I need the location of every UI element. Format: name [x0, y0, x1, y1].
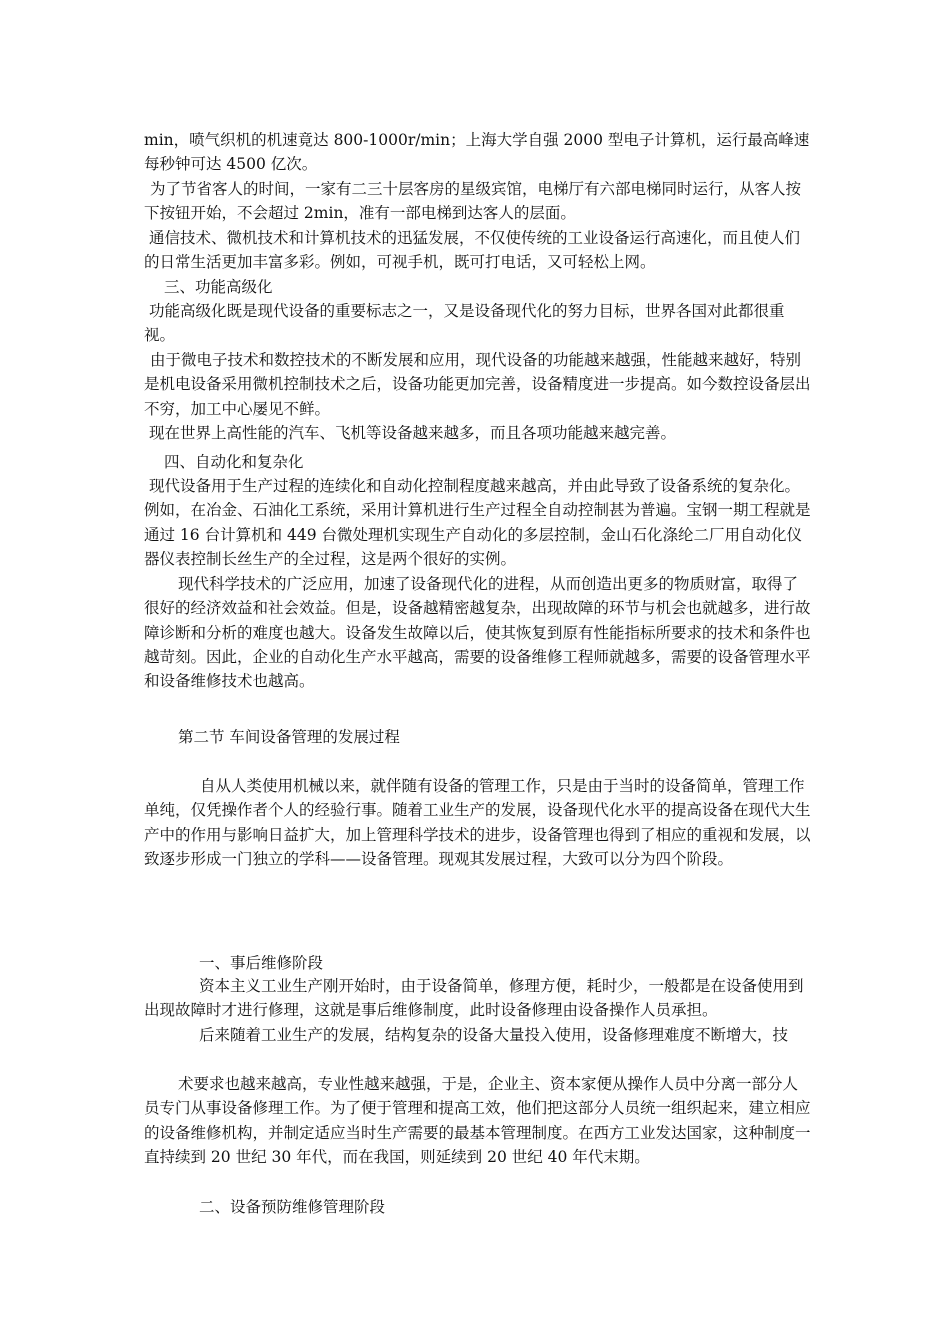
chapter-section-title: 第二节 车间设备管理的发展过程 — [178, 728, 400, 746]
paragraph: 现代科学技术的广泛应用，加速了设备现代化的进程，从而创造出更多的物质财富，取得了很好的经济效益和社会效益。但是，设备越精密越复杂，出现故障的环节与机会也就越多，进行故障诊断和分析的难度也越大。设备发生故障以后，使其恢复到原有性能指标所要求的技术和条件也越苛刻。因此，企业的自动化生产水平越高，需要的设备维修工程师就越多，需要的设备管理水平和设备维修技术也越高。 — [144, 575, 811, 691]
paragraph: 功能高级化既是现代设备的重要标志之一，又是设备现代化的努力目标，世界各国对此都很重视。 — [144, 302, 785, 345]
paragraph: 后来随着工业生产的发展，结构复杂的设备大量投入使用，设备修理难度不断增大，技 — [199, 1026, 789, 1044]
paragraph: 现在世界上高性能的汽车、飞机等设备越来越多，而且各项功能越来越完善。 — [149, 424, 677, 442]
paragraph: 现代设备用于生产过程的连续化和自动化控制程度越来越高，并由此导致了设备系统的复杂化。例如，在冶金、石油化工系统，采用计算机进行生产过程全自动控制甚为普遍。宝钢一期工程就是通过 16 台计算机和 449 台微处理机实现生产自动化的多层控制，金山石化涤纶二厂用自动化仪器仪表控制长丝生产的全过程，这是两个很好的实例。 — [144, 477, 811, 568]
section-heading: 二、设备预防维修管理阶段 — [199, 1198, 386, 1216]
paragraph: 为了节省客人的时间，一家有二三十层客房的星级宾馆，电梯厅有六部电梯同时运行，从客人按下按钮开始，不会超过 2min，准有一部电梯到达客人的层面。 — [144, 180, 802, 223]
paragraph: 通信技术、微机技术和计算机技术的迅猛发展，不仅使传统的工业设备运行高速化，而且使人们的日常生活更加丰富多彩。例如，可视手机，既可打电话，又可轻松上网。 — [144, 229, 801, 272]
paragraph: min，喷气织机的机速竟达 800-1000r/min；上海大学自强 2000 型电子计算机，运行最高峰速每秒钟可达 4500 亿次。 — [144, 131, 810, 174]
paragraph: 资本主义工业生产刚开始时，由于设备简单，修理方便，耗时少，一般都是在设备使用到出现故障时才进行修理，这就是事后维修制度，此时设备修理由设备操作人员承担。 — [144, 977, 804, 1020]
section-heading: 一、事后维修阶段 — [199, 954, 324, 972]
paragraph: 由于微电子技术和数控技术的不断发展和应用，现代设备的功能越来越强，性能越来越好，特别是机电设备采用微机控制技术之后，设备功能更加完善，设备精度进一步提高。如今数控设备层出不穷，加工中心屡见不鲜。 — [144, 351, 811, 418]
paragraph: 自从人类使用机械以来，就伴随有设备的管理工作，只是由于当时的设备简单，管理工作单纯，仅凭操作者个人的经验行事。随着工业生产的发展，设备现代化水平的提高设备在现代大生产中的作用与影响日益扩大，加上管理科学技术的进步，设备管理也得到了相应的重视和发展，以致逐步形成一门独立的学科——设备管理。现观其发展过程，大致可以分为四个阶段。 — [144, 777, 811, 868]
section-heading: 四、自动化和复杂化 — [164, 453, 304, 471]
section-heading: 三、功能高级化 — [164, 278, 273, 296]
paragraph: 术要求也越来越高，专业性越来越强，于是，企业主、资本家便从操作人员中分离一部分人员专门从事设备修理工作。为了便于管理和提高工效，他们把这部分人员统一组织起来，建立相应的设备维修机构，并制定适应当时生产需要的最基本管理制度。在西方工业发达国家，这种制度一直持续到 20 世纪 30 年代，而在我国，则延续到 20 世纪 40 年代末期。 — [144, 1075, 811, 1166]
